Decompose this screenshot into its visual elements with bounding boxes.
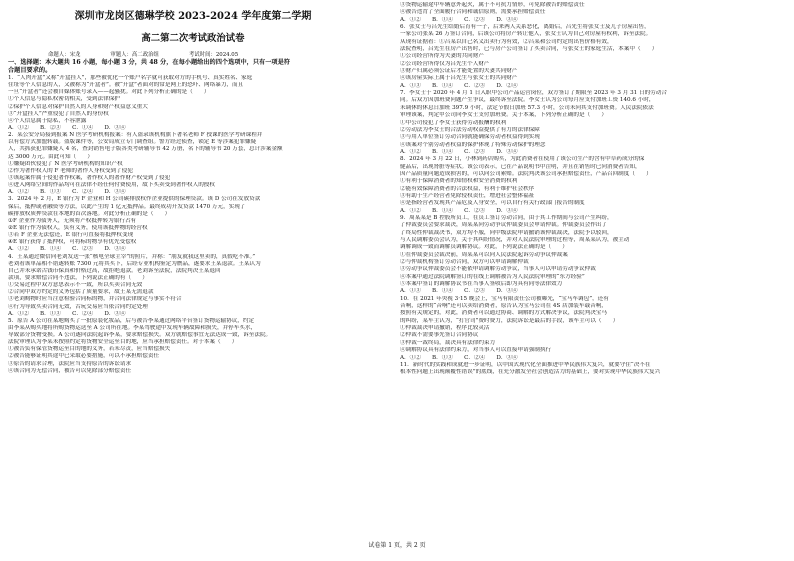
question-line: 1．“人肉开盒”又称“开盒挂人”，那些被优化一个账户名字就可获取对方的手机号、真实姓名、家庭: [8, 75, 253, 81]
exam-time: 考试时间：2024.05: [188, 52, 239, 58]
question-line: 根本性问题上出现颠覆性错误”的底线，在充分激发全社会创造活力的基础上，要对实现中华民族伟大复兴: [400, 369, 661, 376]
question-line: 同。后双方因加班费问题产生争议，最终诉至法院。李女士认为公司每月应支付加班工资 140.6 小时，: [400, 97, 655, 104]
question-line: ⑤本案中签订的调解协议书在当事人签收后即为具有同等法律效力: [400, 281, 563, 288]
question-line: 住址等个人信息的人，又被称为“开盒者”。被“开盒”者面对的常是网上的恐吓、网络暴力，而且: [8, 82, 244, 89]
question-line: ①有利于保障消费者的知情权和安全消费的权利: [400, 178, 518, 185]
question-line: ②合同中双方约定的义务包括了质量要求，故王某无需退款: [8, 289, 154, 296]
question-line: 7．李女士于 2020 年 4 月 1 日入职甲公司产品运营岗位，双方签订了期限至 2023 年 3 月 31 日的劳动合: [400, 90, 667, 97]
question-line: A．①③ B．①④ C．②③ D．③④: [400, 288, 518, 295]
question-line: ④该合同为无偿合同，被告可以免除部分赔偿责任: [8, 367, 132, 374]
left-question-lines: [8, 75, 378, 375]
question-line: A．①② B．①④ C．②③ D．③④: [400, 148, 518, 155]
question-line: ③与用人单位签订劳动合同就能确保劳动者权益得到实现: [400, 134, 540, 141]
question-line: ④个人信息属于隐私，不容泄露: [8, 117, 87, 124]
question-line: 2．某公安分局接到报案 N 医学考研机构报案：有人盗录该机构旗下著名老师 F 授课的医学考研课程并: [8, 132, 263, 139]
question-line: 了终局性仲裁裁决书，双方均不服，向中级法院申请撤销该仲裁裁决，法院予以驳回，: [400, 229, 613, 236]
question-line: ②能有效保障消费者的合法权益，有利于维护社会秩序: [400, 185, 535, 192]
question-line: ③老刘购物时应当注意检验合同标的物，并合同法律规定与事实不符合: [8, 296, 182, 303]
left-column: [8, 4, 378, 375]
question-line: 8．2024 年 3 月 22 日，小林到药店购买，为此消费者在使用了该公司生产的含有中草药成分的保: [400, 156, 645, 163]
question-line: ③有助于生产经营者免除侵权责任，增进社会整体福祉: [400, 192, 535, 199]
question-line: 导致部分货物受损。A 公司遂向法院起诉李某，要求赔偿损失。双方就赔偿事宜无法达成一致，诉至法院。: [8, 332, 272, 339]
question-line: 的纠纷，某车主认为，“打官司”费时费力，法院诉讼是最后的手段，该车主可以（ ）: [400, 317, 619, 324]
question-line: ①仲裁裁决申请撤销，程序比较灵活: [400, 325, 490, 332]
question-line: ①交易过程中双方意思表示不一致，所以买卖合同无效: [8, 282, 143, 289]
question-line: 老刘看该单品相不错遂转账 7300 元将其买下，后经专业机构鉴定为赝品，遂要求王某退款。王某认为: [8, 260, 261, 267]
question-line: A．①② B．②③ C．①④ D．③④: [8, 124, 126, 131]
page-footer: 试卷第 1 页，共 2 页: [368, 542, 426, 549]
question-line: 法院审理认为李某未按照约定将货物安全运至目的地，应当承担赔偿责任。对于本案（ ）: [8, 339, 238, 346]
question-line: 11．新时代的实践和成就进一步证明，以中国式现代化全面推进中华民族伟大复兴，就要守住“决不在: [400, 361, 651, 368]
exam-meta: [8, 51, 378, 59]
question-line: 4．王某通过微信向老刘发送一张“核电全球主宰”的照片，并称：“朋友就我这里卖的，真假吃不准。”: [8, 253, 256, 260]
question-line: 5．原告 A 公司在某地购买了一批原装化妆品，后与被告李某通过网络平台签订货物运输协议，约定: [8, 317, 255, 324]
question-line: 一旦“开盒者”还会被自媒体账号录入——起骚扰。对此下列分析正确的是（ ）: [8, 89, 210, 96]
question-line: ④被告违背了全面履行合同和诚信原则，需要承担赔偿责任: [400, 9, 546, 16]
question-line: ③该起案件属于侵犯著作权案，著作权人的著作财产权受到了侵犯: [8, 174, 171, 181]
question-line: ④该房屋实际上属于吕先生与张女士的共同财产: [400, 75, 518, 82]
question-line: 款项，要求赔偿合同不违法，下列说法正确的有（ ）: [8, 274, 148, 281]
right-column: [400, 2, 770, 377]
question-line: A．①② B．①③ C．②④ D．③④: [8, 189, 126, 196]
question-line: 从现有证据看：①吕某以自己名义出卖行为有效，②吕某和公司约定的出售价格有效，: [400, 38, 613, 45]
question-line: ④是指经营者发现其产品危及人身安全，可以自行有关行政部门报告的制度: [400, 200, 585, 207]
question-line: 音响，这样的“音响”还可以卖给消费者，原告认为宝马公司在 4S 店加装车载音响，: [400, 303, 607, 310]
question-line: ②仲裁不需要事先签订合同协议: [400, 332, 479, 339]
question-line: ②作为著作权人的 F 老师的著作人身权受到了侵犯: [8, 167, 133, 174]
question-line: 未调休的休息日加班 397.9 小时，法定节假日加班 57.3 小时，公司未向其支付加班费。人民法院依法: [400, 104, 654, 111]
question-line: ①在仲裁委员会裁决前，周某某可以向人民法院起诉劳动争议仲裁案: [400, 251, 568, 258]
question-line: ④本案中通过法院调解签订的在线上调解被告为人民法院审理的“东方经验”: [400, 273, 585, 280]
question-line: A．①② B．①④ C．②③ D．③④: [400, 16, 518, 23]
question-line: ①嫌疑团伙侵犯了 N 医学考研机构的知识产权: [8, 160, 123, 167]
question-line: ②与仲裁机构签订劳动合同，双方可以申请调解仲裁: [400, 259, 529, 266]
question-line: ③财产归属必须公证后才能处置的夫妻共同财产: [400, 68, 518, 75]
question-line: ②被告能够证明其途中已采取必要措施，可以不承担赔偿责任: [8, 353, 160, 360]
question-line: ③货物运输途中车辆意外起火，属于不可抗力情形，可免除被告的赔偿责任: [400, 2, 585, 8]
question-line: 法院查明，吕先生在房产出售时，已与房产公司签订了买卖合同，与张女士的家庭生活，本案中（ ）: [400, 46, 658, 53]
question-line: 自己并未承诺古钱币保真和价格过高，故拒绝退款。老刘诉至法院，法院判决王某退回: [8, 267, 221, 274]
question-line: ④进入网络空间的作品均可在法律不经任何付费使用，故下买卖受到著作权人的授权: [8, 182, 215, 189]
author: 命题人：宋龙: [48, 52, 81, 58]
question-line: 达 3000 万元。由此可知（ ）: [8, 153, 93, 160]
school-title: 深圳市龙岗区德琳学校 2023-2024 学年度第二学期: [74, 11, 312, 22]
question-line: 健品后，出现肾脏等症状。该公司表示，已在产品说明书中注明，并且在销售时已向消费者告知，: [400, 163, 641, 170]
question-line: ①个人信息与隐私权密切相关，受到法律保护: [8, 96, 120, 103]
section-heading-cont: 合题目要求的。: [8, 67, 52, 74]
question-line: 因产品质量问题造成损害的，可以向公司索赔。法院判决该公司承担赔偿责任，产品召回制度（ ）: [400, 170, 652, 177]
question-line: ③若 F 企业无法偿还，E 银行可直接将抵押权变现: [8, 232, 134, 239]
question-line: ③仲裁一裁终局，裁决具有法律约束力: [400, 339, 496, 346]
question-line: 碳排放权质押贷款在本地的首次落地。对此分析正确的是（ ）: [8, 210, 171, 217]
question-line: 3．2024 年 2 月，E 银行为 F 企业和 H 公司碳排放权作企业提供的保理贷款。该 D 公司在发放贷款: [8, 196, 261, 203]
question-line: A．①③ B．①④ C．②③ D．②④: [400, 82, 518, 89]
question-line: A．①② B．①③ C．②④ D．③④: [8, 310, 126, 317]
question-line: A．①② B．①③ C．②④ D．③④: [400, 354, 518, 361]
question-line: 人，共抓获犯罪嫌疑人 4 名，查封销售电子版各类考研辅导书 42 万册，名下的辅导书 20 万套，总计涉案金额: [8, 146, 283, 153]
right-question-lines: [400, 2, 770, 377]
question-line: ②公司经营所得仅为吕先生个人财产: [400, 60, 490, 67]
question-line: ④调解协议具有法律约束力，对当事人可以直接申请强制执行: [400, 347, 552, 354]
question-line: 与人民调解委员会认为，关于其纠纷情况，并对人民法院审理的过程等，周某某认为，被主动: [400, 237, 630, 243]
question-line: ①公司经营所得为夫妻的共同财产: [400, 53, 484, 60]
reviewer: 审题人：高二政治组: [110, 52, 159, 58]
question-line: ③“开盒挂人”严重侵犯了自然人的身份权: [8, 110, 109, 117]
question-line: 调解调成一致而调解员调解协议。对此，下列说法正确的是（ ）: [400, 244, 568, 251]
question-line: ①甲公司侵犯了李女士获得劳动报酬的权利: [400, 119, 507, 126]
question-line: ②保护个人信息对保护自然人的人身和财产权益意义重大: [8, 103, 148, 110]
question-line: ④该案对个别劳动者权益的保护体现了特殊劳动保护的理念: [400, 141, 546, 148]
question-line: 6．张女士与吕先生结婚后育有一子，后来两人关系恶化，离婚后，吕先生将张女士及儿子房屋出售，: [400, 24, 650, 31]
question-line: ④E 银行获得了抵押权，可将标的物享有优先受偿权: [8, 239, 137, 246]
section-heading: 一、选择题：本大题共 16 小题，每小题 3 分，共 48 分，在每小题给出的四个选项中，只有一项是符: [8, 59, 290, 66]
question-line: 了仲裁委员会要求裁决，周某某向劳动争议仲裁委员会申请仲裁。仲裁委员会作出了: [400, 222, 607, 229]
question-line: 9．周某某是 B 控股所员工，在员工签订劳动合同，由于其工作期间与公司产生纠纷，: [400, 214, 613, 221]
question-line: 按照有关规定的，对此，消费者可以通过协商、调解的方式解决争议，法院判决宝马: [400, 310, 607, 317]
question-line: A．①② B．①④ C．②③ D．③④: [400, 207, 518, 214]
question-line: 保后，抵押或者融资等方法，以此产生的 1 亿元抵押品。最终成功开发贷款 1470 万元，实现了: [8, 203, 246, 210]
question-line: 由李某从购买地将所购货物运送至 A 公司所在地。李某驾驶途中发现车辆故障和损失，并停车买水，: [8, 324, 257, 331]
question-line: 审理该案，判定甲公司向李女士支付加班费。关于本案，下列分析正确的是（ ）: [400, 112, 607, 119]
question-line: ③原告的请求合理，法院应当支持原告的诉讼请求: [8, 360, 132, 367]
question-line: A．①② B．①④ C．②③ D．③④: [8, 246, 126, 253]
question-line: ②劳动法为李女士的合法劳动权益提供了有力的法律保障: [400, 126, 540, 133]
question-line: 10．在 2021 年央视 3·15 晚会上，宝马有限责任公司被曝光，“宝马车调包”，还有: [400, 295, 609, 302]
question-line: ③劳动争议仲裁委员会不能依申请调解劳动争议，当事人可以申请劳动争议仲裁: [400, 266, 596, 273]
question-line: 以有偿方式加盟转载。盗版课件等，公安局成立专门调查组。警方经过侦查，锁定 E 等涉案犯罪嫌疑: [8, 139, 257, 146]
exam-title: 高二第二次考试政治试卷: [141, 33, 245, 44]
question-line: ①被告负有保管货物运至目的地的义务，若未尽责，应当赔偿损失: [8, 346, 171, 353]
question-line: ④行为导致买卖合同无效，古玩交易应当依合同约定处理: [8, 303, 148, 310]
question-line: ②E 银行作为债权人，负有义务，使用该抵押物的经营权: [8, 224, 148, 231]
question-line: ①F 企业作为债务人，无须将产权抵押转为银行占有: [8, 217, 137, 224]
question-line: 一家公司张某 26 万签订合同，后该公司将房产转让他人，张女士认为自己对房屋有权利，诉至法院。: [400, 31, 652, 38]
